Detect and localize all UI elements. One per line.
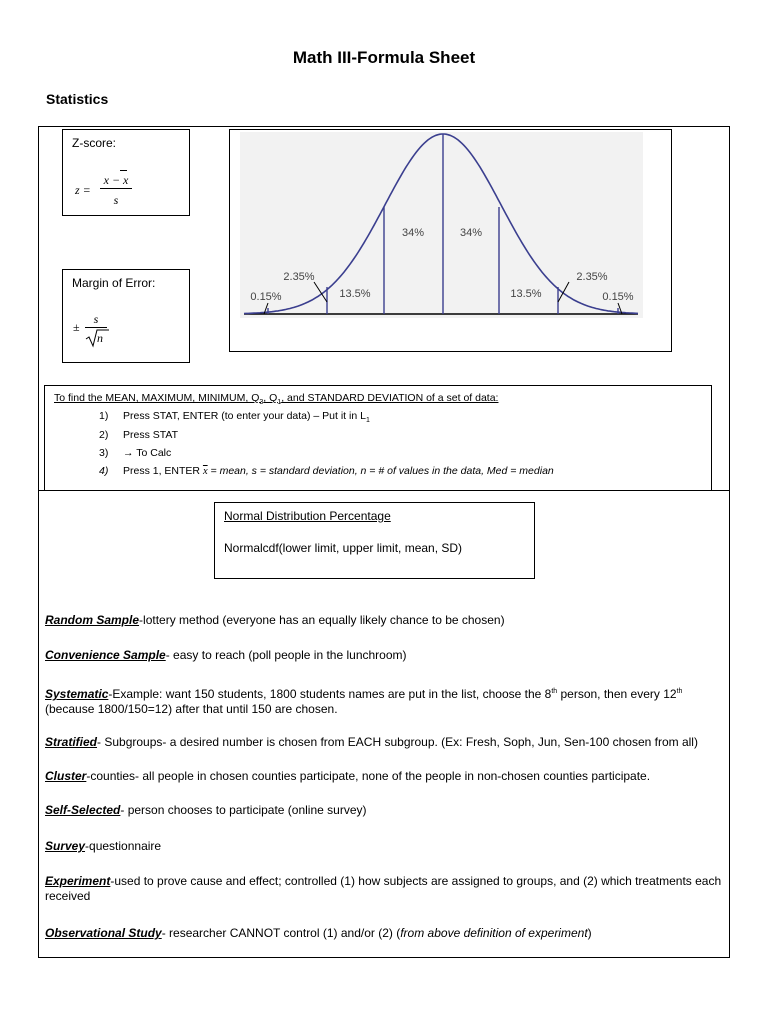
- definition-random-sample: Random Sample-lottery method (everyone has an equally likely chance to be chosen): [45, 613, 505, 627]
- bell-curve-chart: [230, 130, 671, 351]
- zscore-box: [62, 129, 190, 216]
- label-mid-right: 2.35%: [576, 271, 608, 283]
- calculator-instructions-box: [44, 385, 712, 491]
- zscore-denominator: s: [113, 193, 119, 207]
- definition-survey: Survey-questionnaire: [45, 839, 162, 853]
- plus-minus-sign: ±: [73, 320, 80, 334]
- bell-curve-background: [240, 132, 643, 318]
- definition-experiment: Experiment-used to prove cause and effect; controlled (1) how subjects are assigned to groups, and (2) which treatments each received: [45, 874, 722, 903]
- definition-self-selected: Self-Selected- person chooses to participate (online survey): [45, 803, 367, 817]
- zscore-numerator: x − x: [100, 173, 132, 189]
- step-number: 1): [99, 410, 109, 422]
- section-heading: Statistics: [46, 91, 109, 107]
- definition-observational-study: Observational Study- researcher CANNOT control (1) and/or (2) (from above definition of experiment): [45, 926, 592, 940]
- page-title: Math III-Formula Sheet: [292, 48, 476, 67]
- label-inner-left: 13.5%: [339, 288, 371, 300]
- label-center-left: 34%: [401, 227, 425, 239]
- normal-formula: Normalcdf(lower limit, upper limit, mean, SD): [224, 541, 463, 555]
- definition-systematic: Systematic-Example: want 150 students, 1800 students names are put in the list, choose the 8th person, then every 12th (because 1800/150=12) after that until 150 are chosen.: [45, 687, 683, 716]
- definition-stratified: Stratified- Subgroups- a desired number is chosen from EACH subgroup. (Ex: Fresh, Soph, Jun, Sen-100 chosen from all): [45, 735, 698, 749]
- xbar-overline: [120, 170, 127, 171]
- step-text: Press 1, ENTER $\overline{x}$ = mean, s = standard deviation, n = # of values in the data, Med = median: [123, 465, 554, 477]
- moe-denominator: n: [97, 331, 103, 345]
- zscore-label: Z-score:: [72, 136, 117, 150]
- calculator-step: [99, 410, 370, 424]
- step-text: Press STAT, ENTER (to enter your data) – Put it in $L_1$: [123, 410, 370, 425]
- step-number: 4): [99, 465, 109, 477]
- calculator-title: To find the MEAN, MAXIMUM, MINIMUM, $Q_3$, $Q_1$, and STANDARD DEVIATION of a set of data:: [54, 392, 499, 407]
- calculator-step: [99, 447, 171, 459]
- label-center-right: 34%: [459, 227, 483, 239]
- margin-of-error-label: Margin of Error:: [72, 276, 156, 290]
- normal-distribution-box: [214, 502, 535, 579]
- moe-numerator: s: [85, 312, 107, 328]
- zscore-lhs: z =: [75, 183, 91, 197]
- bell-curve-box: [229, 129, 672, 352]
- step-text: Press STAT: [123, 429, 179, 441]
- definition-cluster: Cluster-counties- all people in chosen counties participate, none of the people in non-chosen counties participate.: [45, 769, 651, 783]
- step-number: 2): [99, 429, 109, 441]
- label-tail-left: 0.15%: [250, 291, 282, 303]
- label-inner-right: 13.5%: [510, 288, 542, 300]
- label-tail-right: 0.15%: [602, 291, 634, 303]
- step-number: 3): [99, 447, 109, 459]
- label-mid-left: 2.35%: [283, 271, 315, 283]
- calculator-step: [99, 465, 554, 477]
- step-text: → To Calc: [123, 447, 172, 459]
- margin-of-error-box: [62, 269, 190, 363]
- definition-convenience-sample: Convenience Sample- easy to reach (poll people in the lunchroom): [45, 648, 407, 662]
- normal-heading: Normal Distribution Percentage: [224, 509, 391, 523]
- calculator-step: [99, 429, 178, 441]
- section-divider: [38, 490, 730, 491]
